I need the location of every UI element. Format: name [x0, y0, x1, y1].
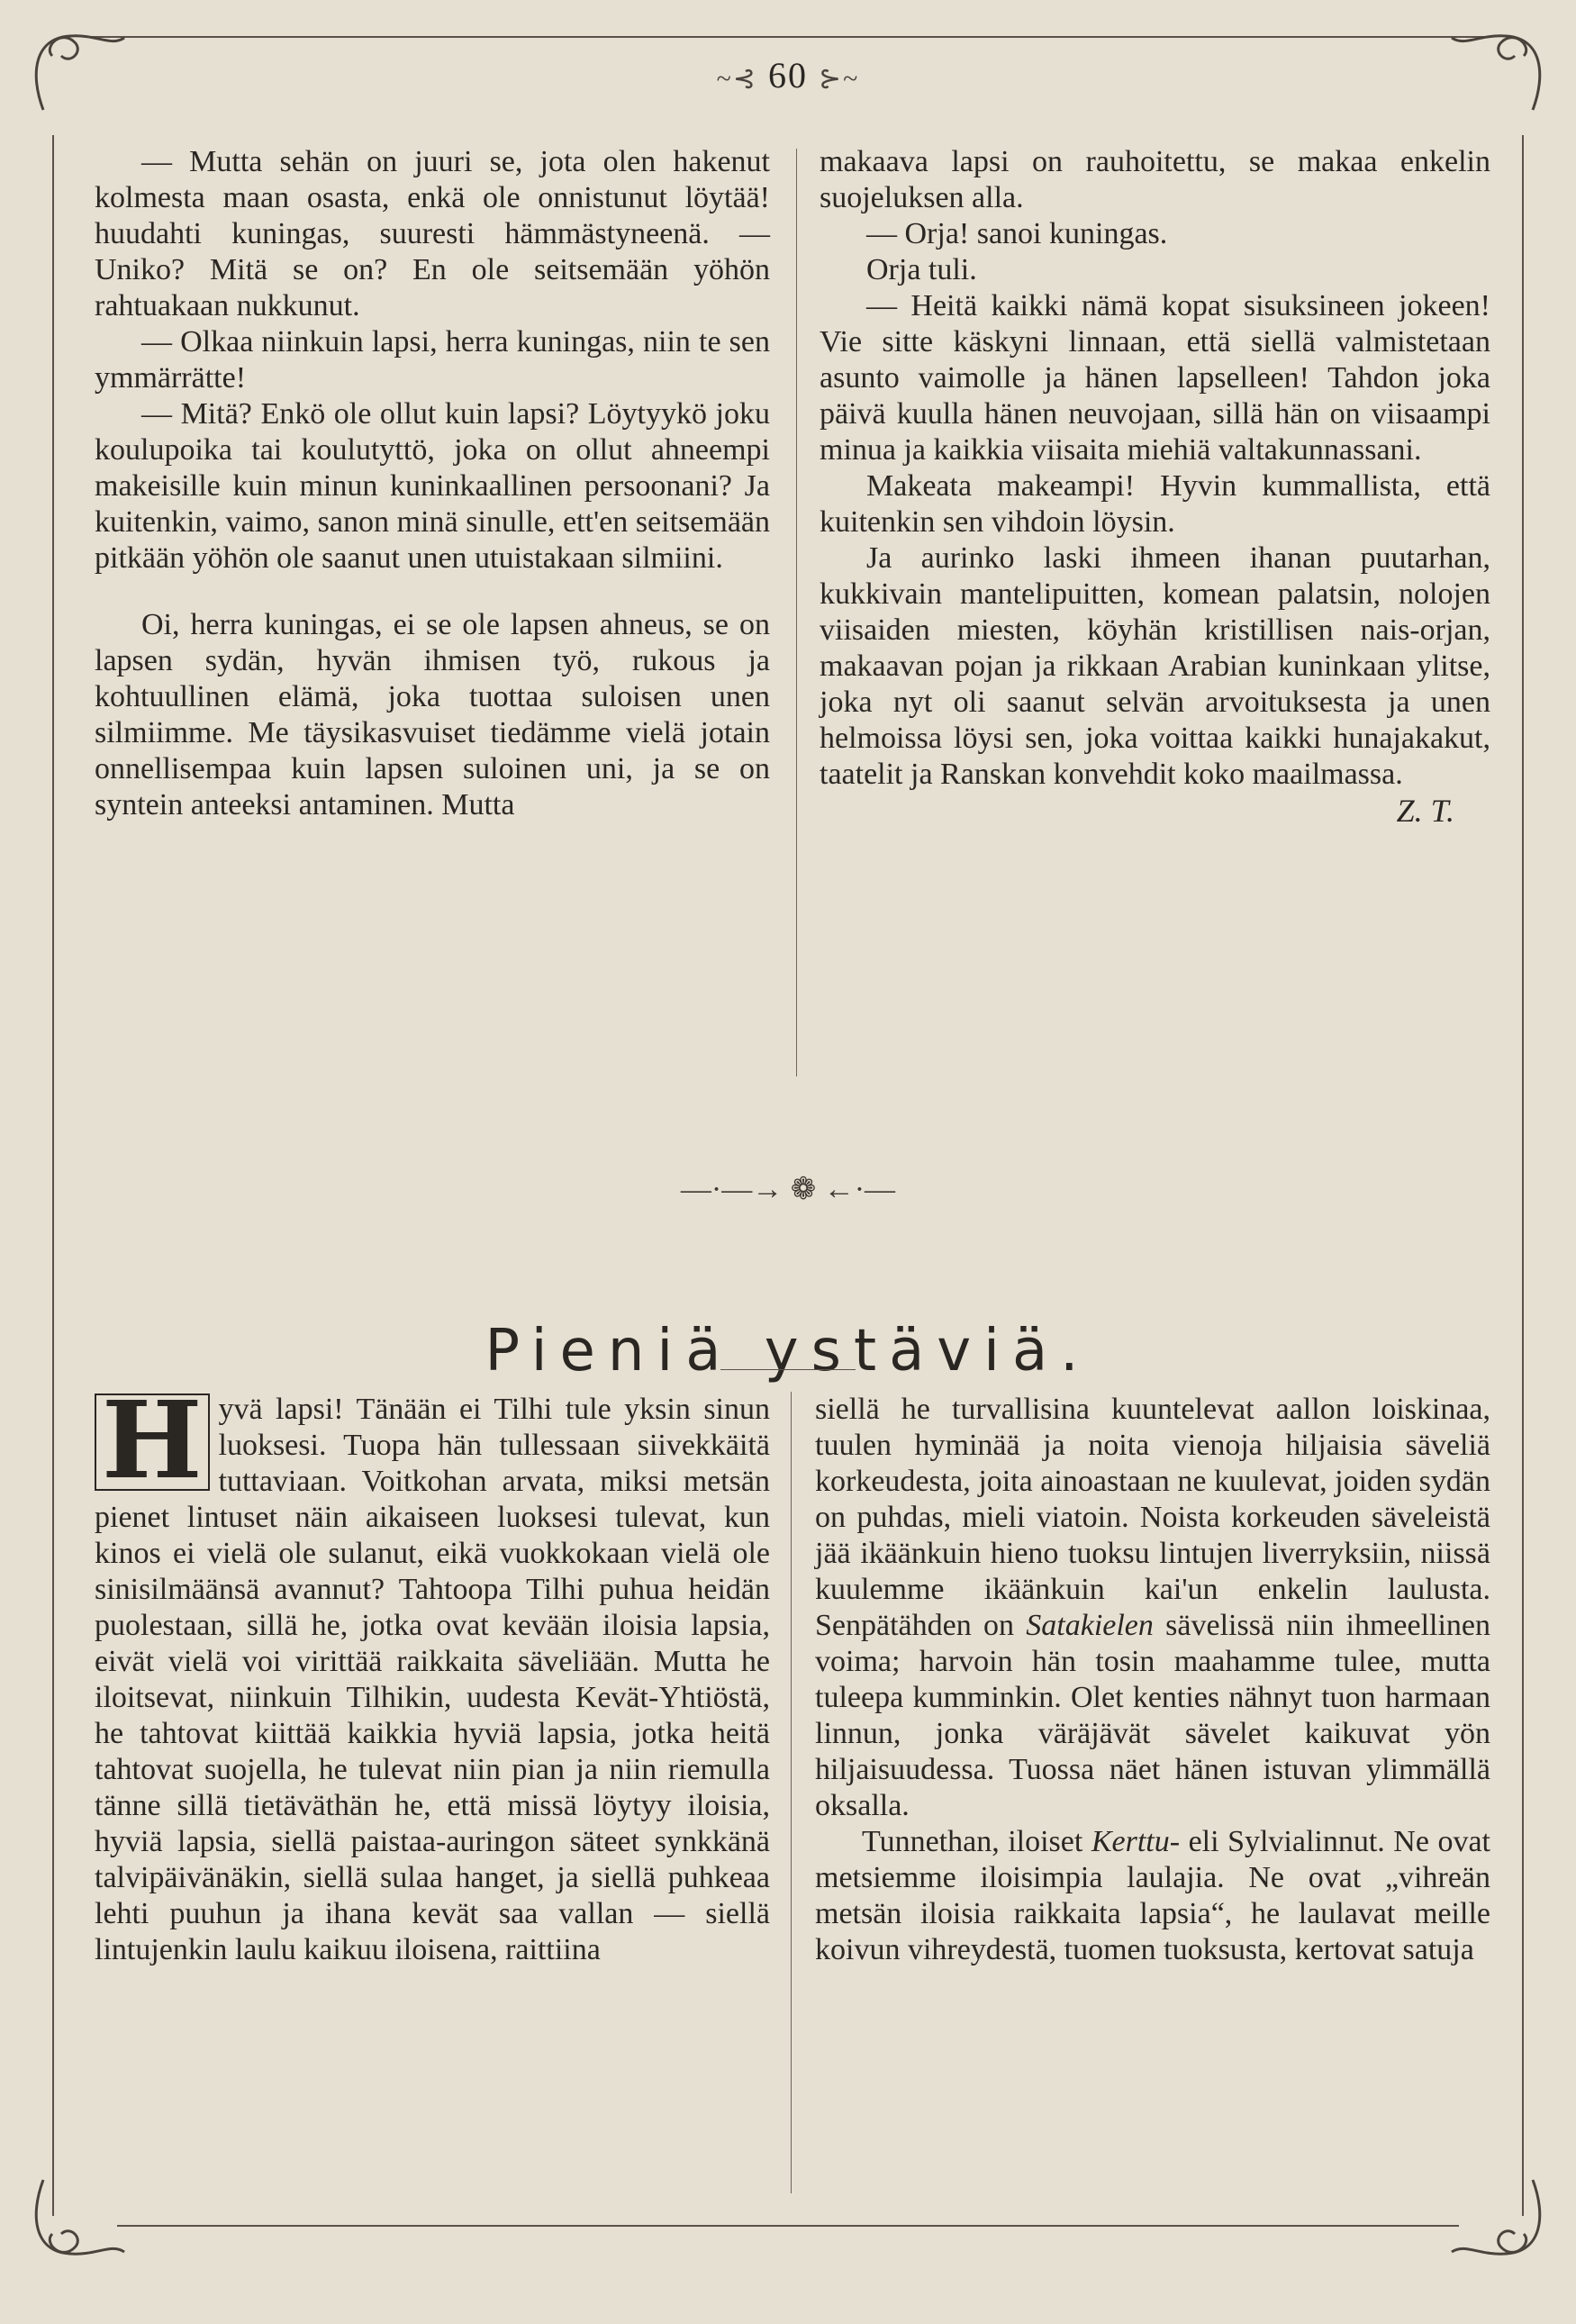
frame-top-rule [86, 36, 1490, 38]
page-number: 60 [768, 55, 808, 95]
section-title: Pieniä ystäviä. [485, 1317, 1091, 1384]
column-divider [791, 1392, 792, 2193]
article-column-bottom-right [815, 1392, 1490, 1968]
paragraph: Makeata makeampi! Hyvin kummallista, että kuitenkin sen vihdoin löysin. [820, 469, 1490, 539]
rosette-icon: —·—→ ❁ ←·— [680, 1173, 896, 1206]
paragraph [815, 1392, 1490, 1824]
paragraph-text: yvä lapsi! Tänään ei Tilhi tule yksin sinun luoksesi. Tuopa hän tullessaan siivekkäitä tuttaviaan. Voitkohan arvata, miksi metsän pienet lintuset näin aikaiseen luoksesi tulevat, kun kinos ei vielä ole sulanut, eikä vuokkokaan vielä ole sinisilmäänsä avannut? Tahtoopa Tilhi puhua heidän puolestaan, sillä he, jotka ovat kevään iloisia lapsia, eivät vielä voi virittää raikkaita säveliään. Mutta he iloitsevat, niinkuin Tilhikin, uudesta Kevät-Yhtiöstä, he tahtovat kiittää kaikkia hyviä lapsia, jotka heitä tahtovat suojella, he tulevat niin pian ja niin riemulla tänne sillä tietäväthän he, että missä löytyy iloisia, hyviä lapsia, siellä paistaa-auringon säteet synkkänä talvipäivänäkin, siellä sulaa hanget, ja siellä puhkeaa lehti puuhun ja ihana kevät saa vallan — siellä lintujenkin laulu kaikuu iloisena, raittiina [95, 1393, 770, 1966]
text-run: siellä he turvallisina kuuntelevat aallon loiskinaa, tuulen hyminää ja noita vienoja hiljaisia säveliä korkeudesta, joita ainoastaan ne kuulevat, joiden sydän on puhdas, mieli viatoin. Noista korkeuden säveleistä jää ikäänkuin hieno tuoksu lintujen liverryksiin, niissä kuulemme ikäänkuin kai'un enkelin laulusta. Senpätähden on [815, 1393, 1490, 1642]
text-run: Tunnethan, iloiset [862, 1825, 1091, 1858]
paragraph [95, 1377, 770, 1968]
corner-flourish-icon [25, 2162, 133, 2270]
paragraph [815, 1824, 1490, 1968]
section-divider-ornament [0, 1171, 1576, 1207]
frame-bottom-rule [117, 2225, 1459, 2227]
page-number-header [0, 54, 1576, 96]
paragraph: — Mitä? Enkö ole ollut kuin lapsi? Löytyykö joku koulupoika tai koulutyttö, joka on ollut ahneempi makeisille kuin minun kuninkaallinen persoonani? Ja kuitenkin, vaimo, sanon minä sinulle, ett'en seitsemään pitkään yöhön ole saanut unen utuistakaan silmiini. [95, 397, 770, 575]
paragraph: Orja tuli. [866, 253, 977, 286]
paragraph: Oi, herra kuningas, ei se ole lapsen ahneus, se on lapsen sydän, hyvän ihmisen työ, rukous ja kohtuullinen elämä, joka tuottaa suloisen unen silmiimme. Me täysikasvuiset tiedämme vielä jotain onnellisempaa kuin lapsen suloinen uni, ja se on syntein anteeksi antaminen. Mutta [95, 608, 770, 822]
column-divider [796, 149, 797, 1076]
title-underline [720, 1369, 856, 1370]
corner-flourish-icon [1443, 2162, 1551, 2270]
author-signature: Z. T. [1396, 793, 1454, 829]
italic-term: Satakielen [1026, 1609, 1154, 1642]
paragraph: — Mutta sehän on juuri se, jota olen hakenut kolmesta maan osasta, enkä ole onnistunut löytää! huudahti kuningas, suuresti hämmästyneenä. — Uniko? Mitä se on? En ole seitsemään yöhön rahtuakaan nukkunut. [95, 145, 770, 322]
dropcap: H [95, 1393, 210, 1491]
article-column-top-left [95, 144, 770, 823]
paragraph: makaava lapsi on rauhoitettu, se makaa enkelin suojeluksen alla. [820, 145, 1490, 214]
paragraph: — Olkaa niinkuin lapsi, herra kuningas, niin te sen ymmärrätte! [95, 325, 770, 395]
paragraph: Ja aurinko laski ihmeen ihanan puutarhan, kukkivain mantelipuitten, komean palatsin, nolojen viisaiden miesten, köyhän kristillisen nais-orjan, makaavan pojan ja rikkaan Arabian kuninkaan ylitse, joka nyt oli saanut selvän arvoituksesta ja unen helmoissa löysi sen, joka voittaa kaikki hunajakakut, taatelit ja Ranskan konvehdit koko maailmassa. [820, 541, 1490, 791]
flourish-right-icon: ⊱~ [819, 64, 860, 94]
text-run: sävelissä niin ihmeellinen voima; harvoin hän tosin maahamme tulee, mutta tuleepa kumminkin. Olet kenties nähnyt tuon harmaan linnun, jonka väräjävät sävelet kaikuvat yön hiljaisuudessa. Tuossa näet hänen istuvan ylimmällä oksalla. [815, 1609, 1490, 1822]
italic-term: Kerttu- [1091, 1825, 1181, 1858]
paragraph: — Heitä kaikki nämä kopat sisuksineen jokeen! Vie sitte käskyni linnaan, että siellä valmistetaan asunto vaimolle ja hänen lapselleen! Tahdon joka päivä kuulla hänen neuvojaan, sillä hän on viisaampi minua ja kaikkia viisaita miehiä valtakunnassani. [820, 289, 1490, 467]
article-column-top-right [820, 144, 1490, 829]
flourish-left-icon: ~⊰ [716, 64, 757, 94]
article-column-bottom-left [95, 1377, 770, 1968]
paragraph: — Orja! sanoi kuningas. [866, 217, 1168, 250]
text-run: eli Sylvialinnut. Ne ovat metsiemme iloisimpia laulajia. Ne ovat „vihreän metsän iloisia raikkaita lapsia“, he laulavat meille koivun vihreydestä, tuomen tuoksusta, kertovat satuja [815, 1825, 1491, 1966]
